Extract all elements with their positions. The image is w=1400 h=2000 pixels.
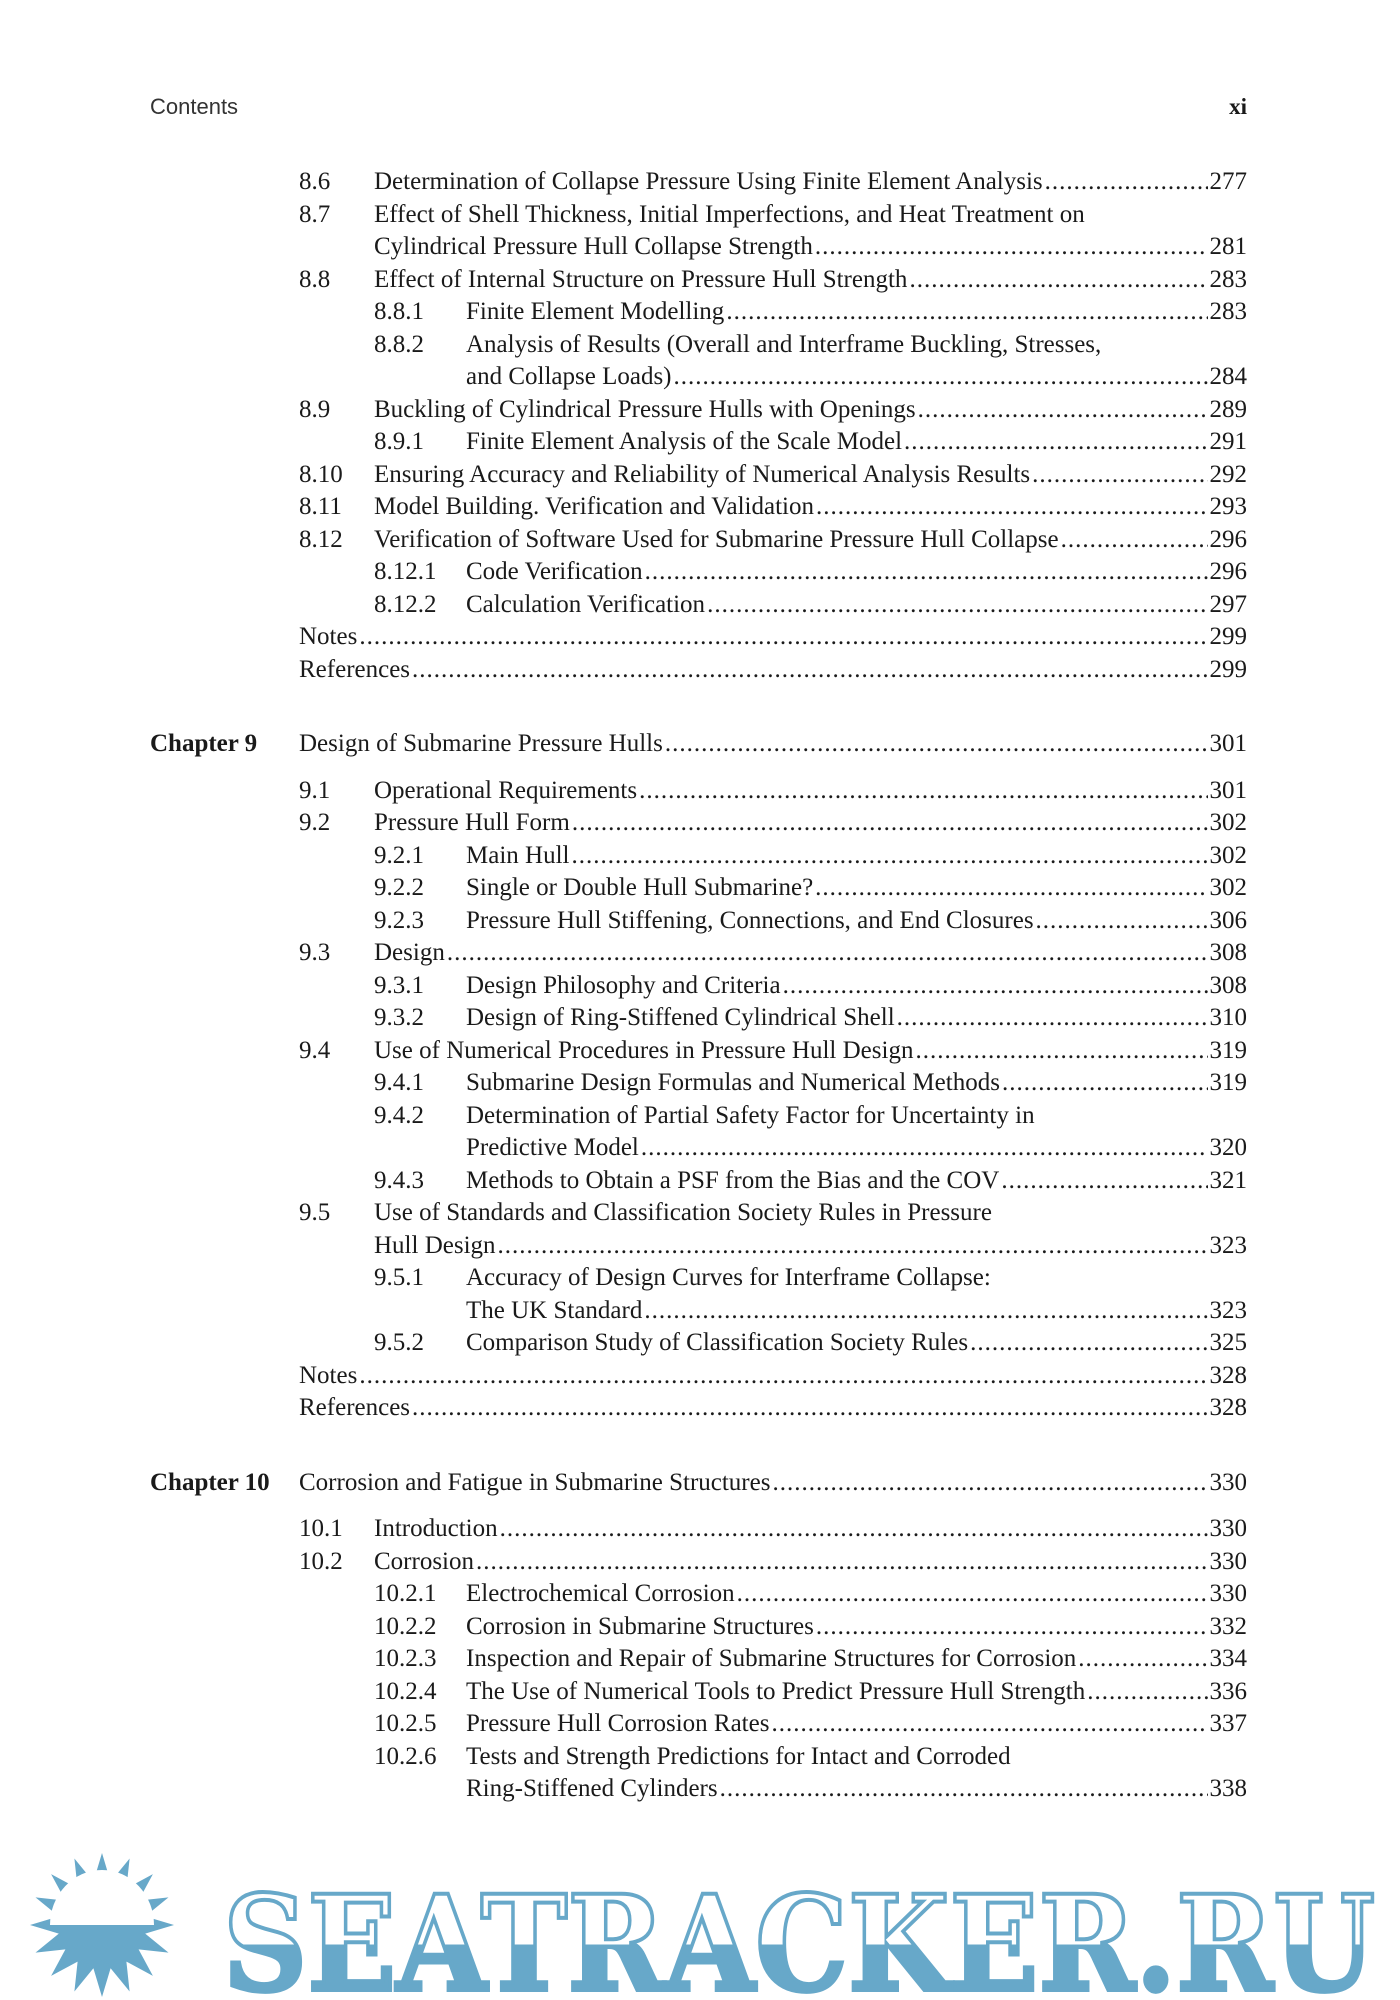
leader-dots <box>645 556 1208 589</box>
leader-dots <box>412 1392 1207 1425</box>
chapter-label: Chapter 10 <box>150 1468 270 1496</box>
toc-entry[interactable] <box>150 1002 1247 1035</box>
leader-dots <box>359 621 1207 654</box>
leader-dots <box>359 1360 1207 1393</box>
entry-title: Effect of Shell Thickness, Initial Imperfections, and Heat Treatment on <box>374 200 1085 228</box>
toc-entry[interactable] <box>150 1327 1247 1360</box>
watermark-text: SEATRACKER.RU <box>223 1867 1375 2000</box>
entry-title: References <box>299 1394 411 1421</box>
section-number: 10.2.4 <box>374 1677 437 1705</box>
toc-entry[interactable] <box>150 1578 1247 1611</box>
leader-dots <box>1001 1165 1207 1198</box>
entry-title: Notes <box>299 1361 358 1389</box>
leader-dots <box>1032 459 1207 492</box>
page-ref: 321 <box>1209 1166 1247 1194</box>
entry-title: Accuracy of Design Curves for Interframe Collapse: <box>466 1264 991 1291</box>
entry-title: Determination of Partial Safety Factor for Uncertainty in <box>466 1101 1035 1129</box>
toc-entry[interactable] <box>150 264 1247 297</box>
page-ref: 328 <box>1209 1394 1247 1421</box>
section-number: 10.2.6 <box>374 1742 437 1770</box>
page-ref: 301 <box>1209 730 1247 757</box>
leader-dots <box>476 1546 1208 1579</box>
toc-entry[interactable] <box>150 1643 1247 1676</box>
section-number: 10.1 <box>299 1515 343 1542</box>
entry-title: Ring-Stiffened Cylinders <box>466 1775 718 1802</box>
entry-title: Model Building. Verification and Validation <box>374 493 814 520</box>
toc-entry[interactable] <box>150 621 1247 654</box>
sun-logo-icon <box>30 1853 174 1997</box>
entry-title: Use of Numerical Procedures in Pressure Hull Design <box>374 1036 914 1064</box>
chapter-label: Chapter 9 <box>150 730 258 757</box>
section-number: 9.5.1 <box>374 1264 424 1291</box>
toc-entry[interactable] <box>150 329 1247 394</box>
page-ref: 323 <box>1209 1231 1247 1259</box>
section-number: 9.4.3 <box>374 1166 424 1194</box>
entry-title: Introduction <box>374 1515 498 1542</box>
section-number: 8.8.2 <box>374 330 424 358</box>
section-number: 8.11 <box>299 493 342 520</box>
leader-dots <box>1045 166 1208 199</box>
page-ref: 299 <box>1209 655 1247 683</box>
toc-entry[interactable] <box>150 1546 1247 1579</box>
toc-entry[interactable] <box>150 524 1247 557</box>
page-ref: 302 <box>1209 874 1247 901</box>
page-ref: 310 <box>1209 1004 1247 1031</box>
toc-entry[interactable] <box>150 1392 1247 1425</box>
entry-title: Analysis of Results (Overall and Interframe Buckling, Stresses, <box>466 330 1102 358</box>
page-ref: 330 <box>1209 1468 1247 1496</box>
chapter-heading[interactable] <box>150 1467 1247 1500</box>
entry-title: Verification of Software Used for Submarine Pressure Hull Collapse <box>374 525 1059 553</box>
entry-title: Comparison Study of Classification Society Rules <box>466 1329 969 1356</box>
leader-dots <box>897 1002 1208 1035</box>
leader-dots <box>665 728 1208 761</box>
toc-entry[interactable] <box>150 1513 1247 1546</box>
entry-title: Tests and Strength Predictions for Intact and Corroded <box>466 1742 1011 1770</box>
page-ref: 325 <box>1209 1329 1247 1356</box>
section-number: 8.8 <box>299 265 331 293</box>
entry-title: Effect of Internal Structure on Pressure Hull Strength <box>374 265 908 293</box>
toc-entry[interactable] <box>150 426 1247 459</box>
page-ref: 302 <box>1209 841 1247 869</box>
entry-title: Notes <box>299 623 358 650</box>
toc-entry[interactable] <box>150 1611 1247 1644</box>
section-number: 9.4.2 <box>374 1101 424 1129</box>
leader-dots <box>641 1132 1208 1165</box>
section-number: 9.2.3 <box>374 906 424 934</box>
toc-entry[interactable] <box>150 589 1247 622</box>
leader-dots <box>815 872 1207 905</box>
page-ref: 334 <box>1209 1645 1247 1672</box>
section-number: 8.12 <box>299 525 343 553</box>
section-number: 8.12.1 <box>374 558 437 585</box>
leader-dots <box>720 1773 1208 1806</box>
toc-entry[interactable] <box>150 1035 1247 1068</box>
section-number: 8.9.1 <box>374 428 424 455</box>
page-ref: 320 <box>1209 1134 1247 1161</box>
leader-dots <box>771 1708 1207 1741</box>
toc-entry[interactable] <box>150 1165 1247 1198</box>
page-ref: 330 <box>1209 1580 1247 1607</box>
page-ref: 336 <box>1209 1677 1247 1705</box>
toc-entry[interactable] <box>150 775 1247 808</box>
section-number: 9.2.2 <box>374 874 424 901</box>
entry-title: Pressure Hull Corrosion Rates <box>466 1710 770 1737</box>
leader-dots <box>644 1295 1207 1328</box>
toc-entry[interactable] <box>150 491 1247 524</box>
page-ref: 328 <box>1209 1361 1247 1389</box>
entry-title: Determination of Collapse Pressure Using Finite Element Analysis <box>374 168 1043 195</box>
toc-entry[interactable] <box>150 872 1247 905</box>
section-number: 9.5 <box>299 1199 331 1226</box>
entry-title: Main Hull <box>466 841 570 869</box>
toc-entry[interactable] <box>150 905 1247 938</box>
entry-title: Cylindrical Pressure Hull Collapse Strength <box>374 233 813 260</box>
leader-dots <box>412 654 1207 687</box>
page-ref: 330 <box>1209 1547 1247 1575</box>
toc-entry[interactable] <box>150 1197 1247 1262</box>
toc-entry[interactable] <box>150 1676 1247 1709</box>
leader-dots <box>571 840 1207 873</box>
page-ref: 332 <box>1209 1612 1247 1640</box>
entry-title: Single or Double Hull Submarine? <box>466 874 814 901</box>
entry-title: Methods to Obtain a PSF from the Bias and the COV <box>466 1166 1000 1194</box>
entry-title: Design Philosophy and Criteria <box>466 971 781 999</box>
entry-title: Use of Standards and Classification Society Rules in Pressure <box>374 1199 992 1226</box>
entry-title: Calculation Verification <box>466 590 706 618</box>
leader-dots <box>783 970 1208 1003</box>
section-number: 9.3.1 <box>374 971 424 999</box>
section-number: 9.4.1 <box>374 1069 424 1096</box>
toc-entry[interactable] <box>150 166 1247 199</box>
section-number: 10.2.2 <box>374 1612 437 1640</box>
page-ref: 293 <box>1209 493 1247 520</box>
entry-title: and Collapse Loads) <box>466 363 672 390</box>
leader-dots <box>737 1578 1208 1611</box>
page-ref: 284 <box>1209 363 1247 390</box>
leader-dots <box>1002 1067 1208 1100</box>
section-number: 8.12.2 <box>374 590 437 618</box>
entry-title: Corrosion <box>374 1547 474 1575</box>
leader-dots <box>1061 524 1208 557</box>
entry-title: The Use of Numerical Tools to Predict Pressure Hull Strength <box>466 1677 1086 1705</box>
chapter-title: Design of Submarine Pressure Hulls <box>299 730 663 757</box>
toc-entry[interactable] <box>150 296 1247 329</box>
section-number: 10.2.3 <box>374 1645 437 1672</box>
page-ref: 283 <box>1209 298 1247 325</box>
section-number: 10.2 <box>299 1547 343 1575</box>
entry-title: Buckling of Cylindrical Pressure Hulls with Openings <box>374 395 916 423</box>
page-ref: 289 <box>1209 395 1247 423</box>
entry-title: Pressure Hull Stiffening, Connections, and End Closures <box>466 906 1034 934</box>
section-number: 10.2.1 <box>374 1580 437 1607</box>
leader-dots <box>915 1035 1207 1068</box>
toc-entry[interactable] <box>150 807 1247 840</box>
section-number: 9.4 <box>299 1036 331 1064</box>
leader-dots <box>498 1230 1208 1263</box>
page-ref: 291 <box>1209 428 1247 455</box>
leader-dots <box>726 296 1207 329</box>
section-number: 8.6 <box>299 168 331 195</box>
toc-entry[interactable] <box>150 199 1247 264</box>
page-ref: 283 <box>1209 265 1247 293</box>
section-number: 9.3 <box>299 939 331 966</box>
leader-dots <box>674 361 1208 394</box>
leader-dots <box>772 1467 1207 1500</box>
leader-dots <box>1087 1676 1207 1709</box>
toc-entry[interactable] <box>150 654 1247 687</box>
section-number: 10.2.5 <box>374 1710 437 1737</box>
toc-entry[interactable] <box>150 937 1247 970</box>
page-ref: 306 <box>1209 906 1247 934</box>
page-ref: 296 <box>1209 558 1247 585</box>
leader-dots <box>904 426 1207 459</box>
leader-dots <box>815 231 1208 264</box>
section-number: 8.9 <box>299 395 331 423</box>
entry-title: Design of Ring-Stiffened Cylindrical Shell <box>466 1004 895 1031</box>
leader-dots <box>1036 905 1208 938</box>
entry-title: The UK Standard <box>466 1296 643 1324</box>
entry-title: Finite Element Analysis of the Scale Model <box>466 428 903 455</box>
entry-title: Ensuring Accuracy and Reliability of Numerical Analysis Results <box>374 460 1031 488</box>
toc-entry[interactable] <box>150 1100 1247 1165</box>
chapter-heading[interactable] <box>150 728 1247 761</box>
leader-dots <box>572 807 1208 840</box>
page-ref: 308 <box>1209 939 1247 966</box>
toc-entry[interactable] <box>150 556 1247 589</box>
page-ref: 277 <box>1209 168 1247 195</box>
page-ref: 308 <box>1209 971 1247 999</box>
section-number: 9.2.1 <box>374 841 424 869</box>
leader-dots <box>970 1327 1207 1360</box>
toc-entry[interactable] <box>150 970 1247 1003</box>
section-number: 9.1 <box>299 776 331 804</box>
page-ref: 296 <box>1209 525 1247 553</box>
toc-entry[interactable] <box>150 394 1247 427</box>
entry-title: Design <box>374 939 445 966</box>
page-ref: 301 <box>1209 776 1247 804</box>
toc-entry[interactable] <box>150 1741 1247 1806</box>
entry-title: References <box>299 655 411 683</box>
leader-dots <box>500 1513 1208 1546</box>
page-ref: 337 <box>1209 1710 1247 1737</box>
leader-dots <box>447 937 1208 970</box>
entry-title: Corrosion in Submarine Structures <box>466 1612 814 1640</box>
entry-title: Operational Requirements <box>374 776 638 804</box>
section-number: 9.5.2 <box>374 1329 424 1356</box>
toc-entry[interactable] <box>150 840 1247 873</box>
leader-dots <box>816 1611 1208 1644</box>
section-number: 9.3.2 <box>374 1004 424 1031</box>
leader-dots <box>816 491 1208 524</box>
toc-entry[interactable] <box>150 1708 1247 1741</box>
toc-entry[interactable] <box>150 459 1247 492</box>
toc-entry[interactable] <box>150 1262 1247 1327</box>
entry-title: Inspection and Repair of Submarine Structures for Corrosion <box>466 1645 1077 1672</box>
section-number: 8.10 <box>299 460 343 488</box>
page-ref: 319 <box>1209 1069 1247 1096</box>
section-number: 9.2 <box>299 809 331 836</box>
page-ref: 302 <box>1209 809 1247 836</box>
section-number: 8.8.1 <box>374 298 424 325</box>
entry-title: Pressure Hull Form <box>374 809 570 836</box>
table-of-contents <box>150 166 1247 1806</box>
leader-dots <box>909 264 1207 297</box>
leader-dots <box>1078 1643 1207 1676</box>
leader-dots <box>707 589 1207 622</box>
page-number: xi <box>1229 94 1247 119</box>
page-ref: 323 <box>1209 1296 1247 1324</box>
page-ref: 338 <box>1209 1775 1247 1802</box>
entry-title: Predictive Model <box>466 1134 639 1161</box>
toc-entry[interactable] <box>150 1067 1247 1100</box>
leader-dots <box>639 775 1207 808</box>
leader-dots <box>918 394 1208 427</box>
chapter-title: Corrosion and Fatigue in Submarine Structures <box>299 1468 771 1496</box>
entry-title: Finite Element Modelling <box>466 298 725 325</box>
entry-title: Hull Design <box>374 1231 496 1259</box>
running-header-title: Contents <box>150 94 239 119</box>
entry-title: Code Verification <box>466 558 643 585</box>
entry-title: Submarine Design Formulas and Numerical Methods <box>466 1069 1000 1096</box>
section-number: 8.7 <box>299 200 331 228</box>
page-ref: 281 <box>1209 233 1247 260</box>
toc-entry[interactable] <box>150 1360 1247 1393</box>
page-ref: 319 <box>1209 1036 1247 1064</box>
page-ref: 330 <box>1209 1515 1247 1542</box>
page-ref: 297 <box>1209 590 1247 618</box>
page-ref: 292 <box>1209 460 1247 488</box>
page-ref: 299 <box>1209 623 1247 650</box>
entry-title: Electrochemical Corrosion <box>466 1580 735 1607</box>
